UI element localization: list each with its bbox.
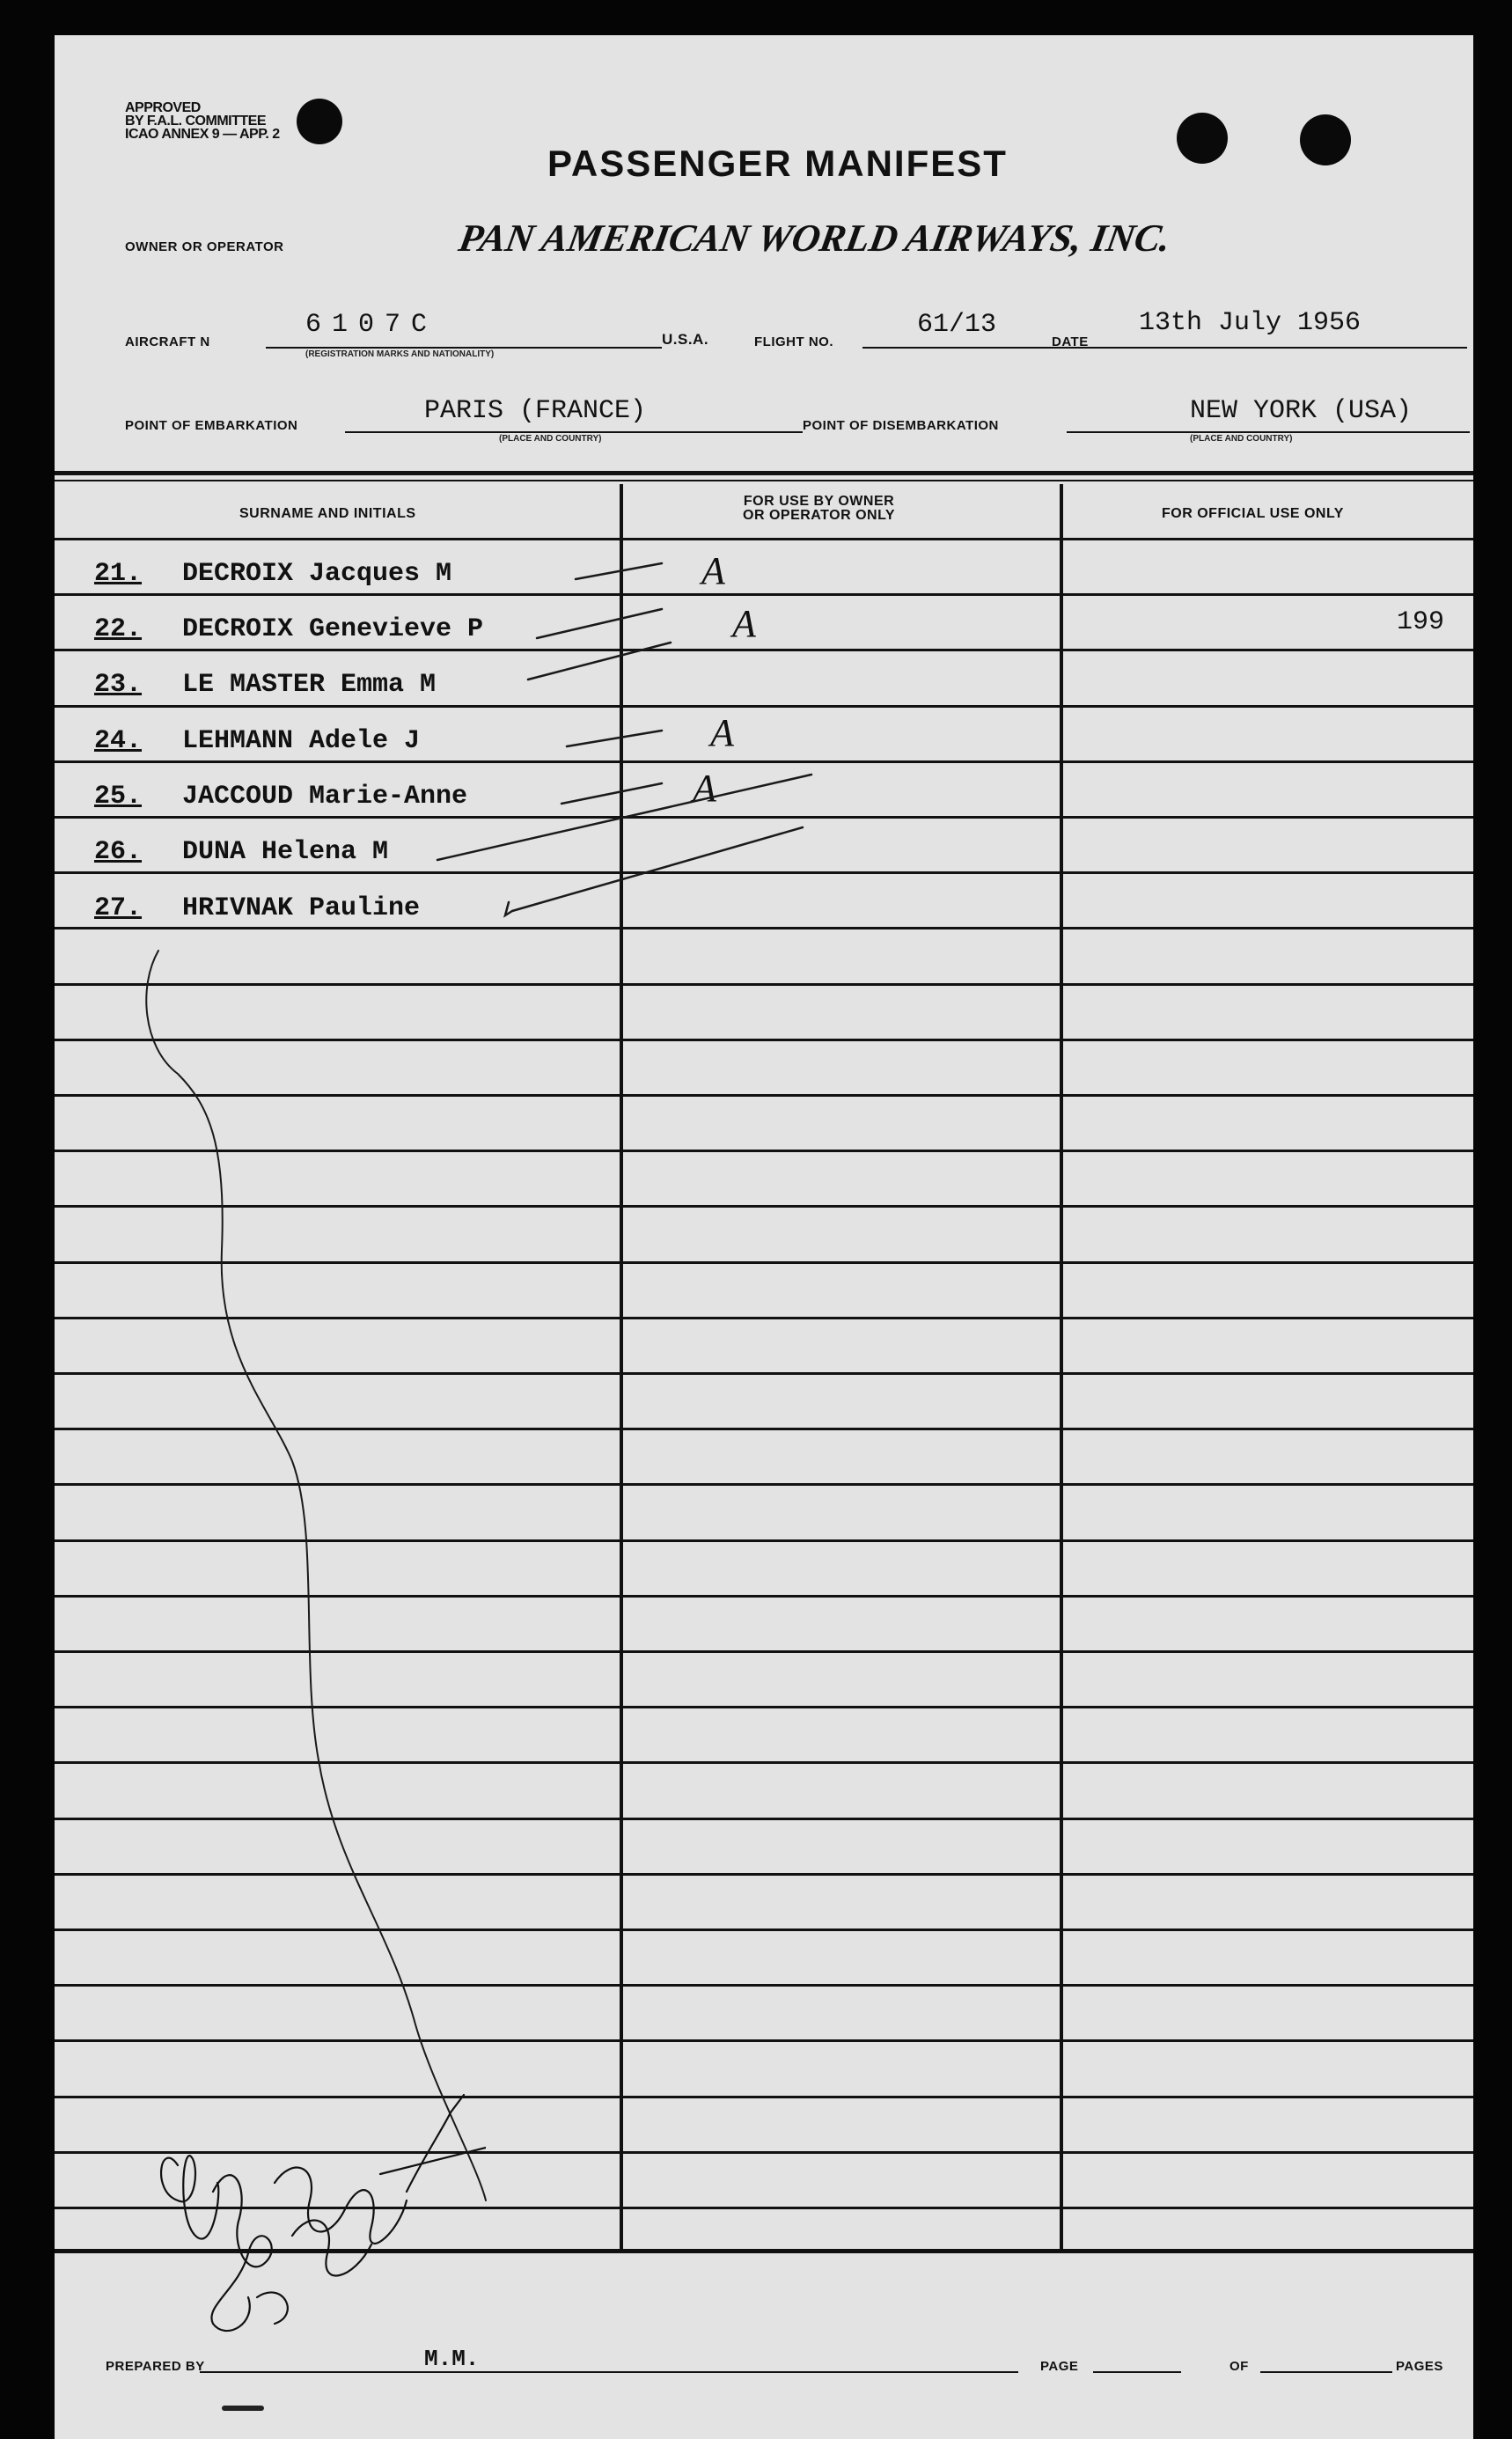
owner-mark: A	[701, 549, 725, 592]
header-official-use: FOR OFFICIAL USE ONLY	[1162, 506, 1344, 521]
flight-value: 61/13	[917, 310, 997, 340]
table-bottom-rule	[55, 2249, 1473, 2253]
row-number: 23.	[94, 670, 143, 700]
page-label: PAGE	[1040, 2359, 1079, 2374]
row-number: 26.	[94, 837, 143, 867]
prepared-value: M.M.	[424, 2346, 480, 2372]
header-surname: SURNAME AND INITIALS	[239, 506, 416, 521]
owner-mark: A	[732, 602, 756, 645]
embarkation-sublabel: (PLACE AND COUNTRY)	[499, 434, 602, 444]
passenger-name: DECROIX Jacques M	[182, 559, 452, 589]
passenger-name: DUNA Helena M	[182, 837, 389, 867]
aircraft-country: U.S.A.	[662, 331, 709, 348]
approval-stamp: APPROVED BY F.A.L. COMMITTEE ICAO ANNEX 9 — APP. 2	[125, 100, 280, 142]
disembarkation-value: NEW YORK (USA)	[1190, 396, 1413, 426]
owner-name: PAN AMERICAN WORLD AIRWAYS, INC.	[455, 217, 1175, 260]
owner-label: OWNER OR OPERATOR	[125, 239, 284, 254]
row-number: 21.	[94, 559, 143, 589]
row-number: 27.	[94, 893, 143, 923]
of-label: OF	[1229, 2359, 1249, 2374]
embarkation-value: PARIS (FRANCE)	[424, 396, 647, 426]
aircraft-value: 6107C	[305, 310, 438, 340]
passenger-name: HRIVNAK Pauline	[182, 893, 421, 923]
official-value: 199	[1397, 607, 1445, 637]
ink-mark	[222, 2406, 264, 2411]
passenger-name: LEHMANN Adele J	[182, 726, 421, 756]
header-owner-use: FOR USE BY OWNER OR OPERATOR ONLY	[743, 494, 896, 523]
passenger-name: JACCOUD Marie-Anne	[182, 782, 468, 812]
date-value: 13th July 1956	[1139, 308, 1362, 338]
flight-label: FLIGHT NO.	[754, 334, 833, 349]
disembarkation-sublabel: (PLACE AND COUNTRY)	[1190, 434, 1293, 444]
of-underline	[1260, 2371, 1392, 2373]
prepared-label: PREPARED BY	[106, 2359, 205, 2374]
owner-mark: A	[693, 767, 716, 810]
manifest-sheet	[55, 35, 1473, 2439]
page-underline	[1093, 2371, 1181, 2373]
row-number: 22.	[94, 614, 143, 644]
row-number: 25.	[94, 782, 143, 812]
pages-label: PAGES	[1396, 2359, 1443, 2374]
embarkation-label: POINT OF EMBARKATION	[125, 418, 298, 433]
row-number: 24.	[94, 726, 143, 756]
aircraft-sublabel: (REGISTRATION MARKS AND NATIONALITY)	[305, 349, 495, 359]
passenger-name: LE MASTER Emma M	[182, 670, 437, 700]
disembarkation-label: POINT OF DISEMBARKATION	[803, 418, 999, 433]
aircraft-label: AIRCRAFT N	[125, 334, 210, 349]
signature	[116, 2060, 486, 2350]
passenger-name: DECROIX Genevieve P	[182, 614, 484, 644]
date-label: DATE	[1052, 334, 1089, 349]
owner-mark: A	[710, 711, 734, 754]
page-title: PASSENGER MANIFEST	[547, 143, 1008, 184]
prepared-underline	[200, 2371, 1018, 2373]
